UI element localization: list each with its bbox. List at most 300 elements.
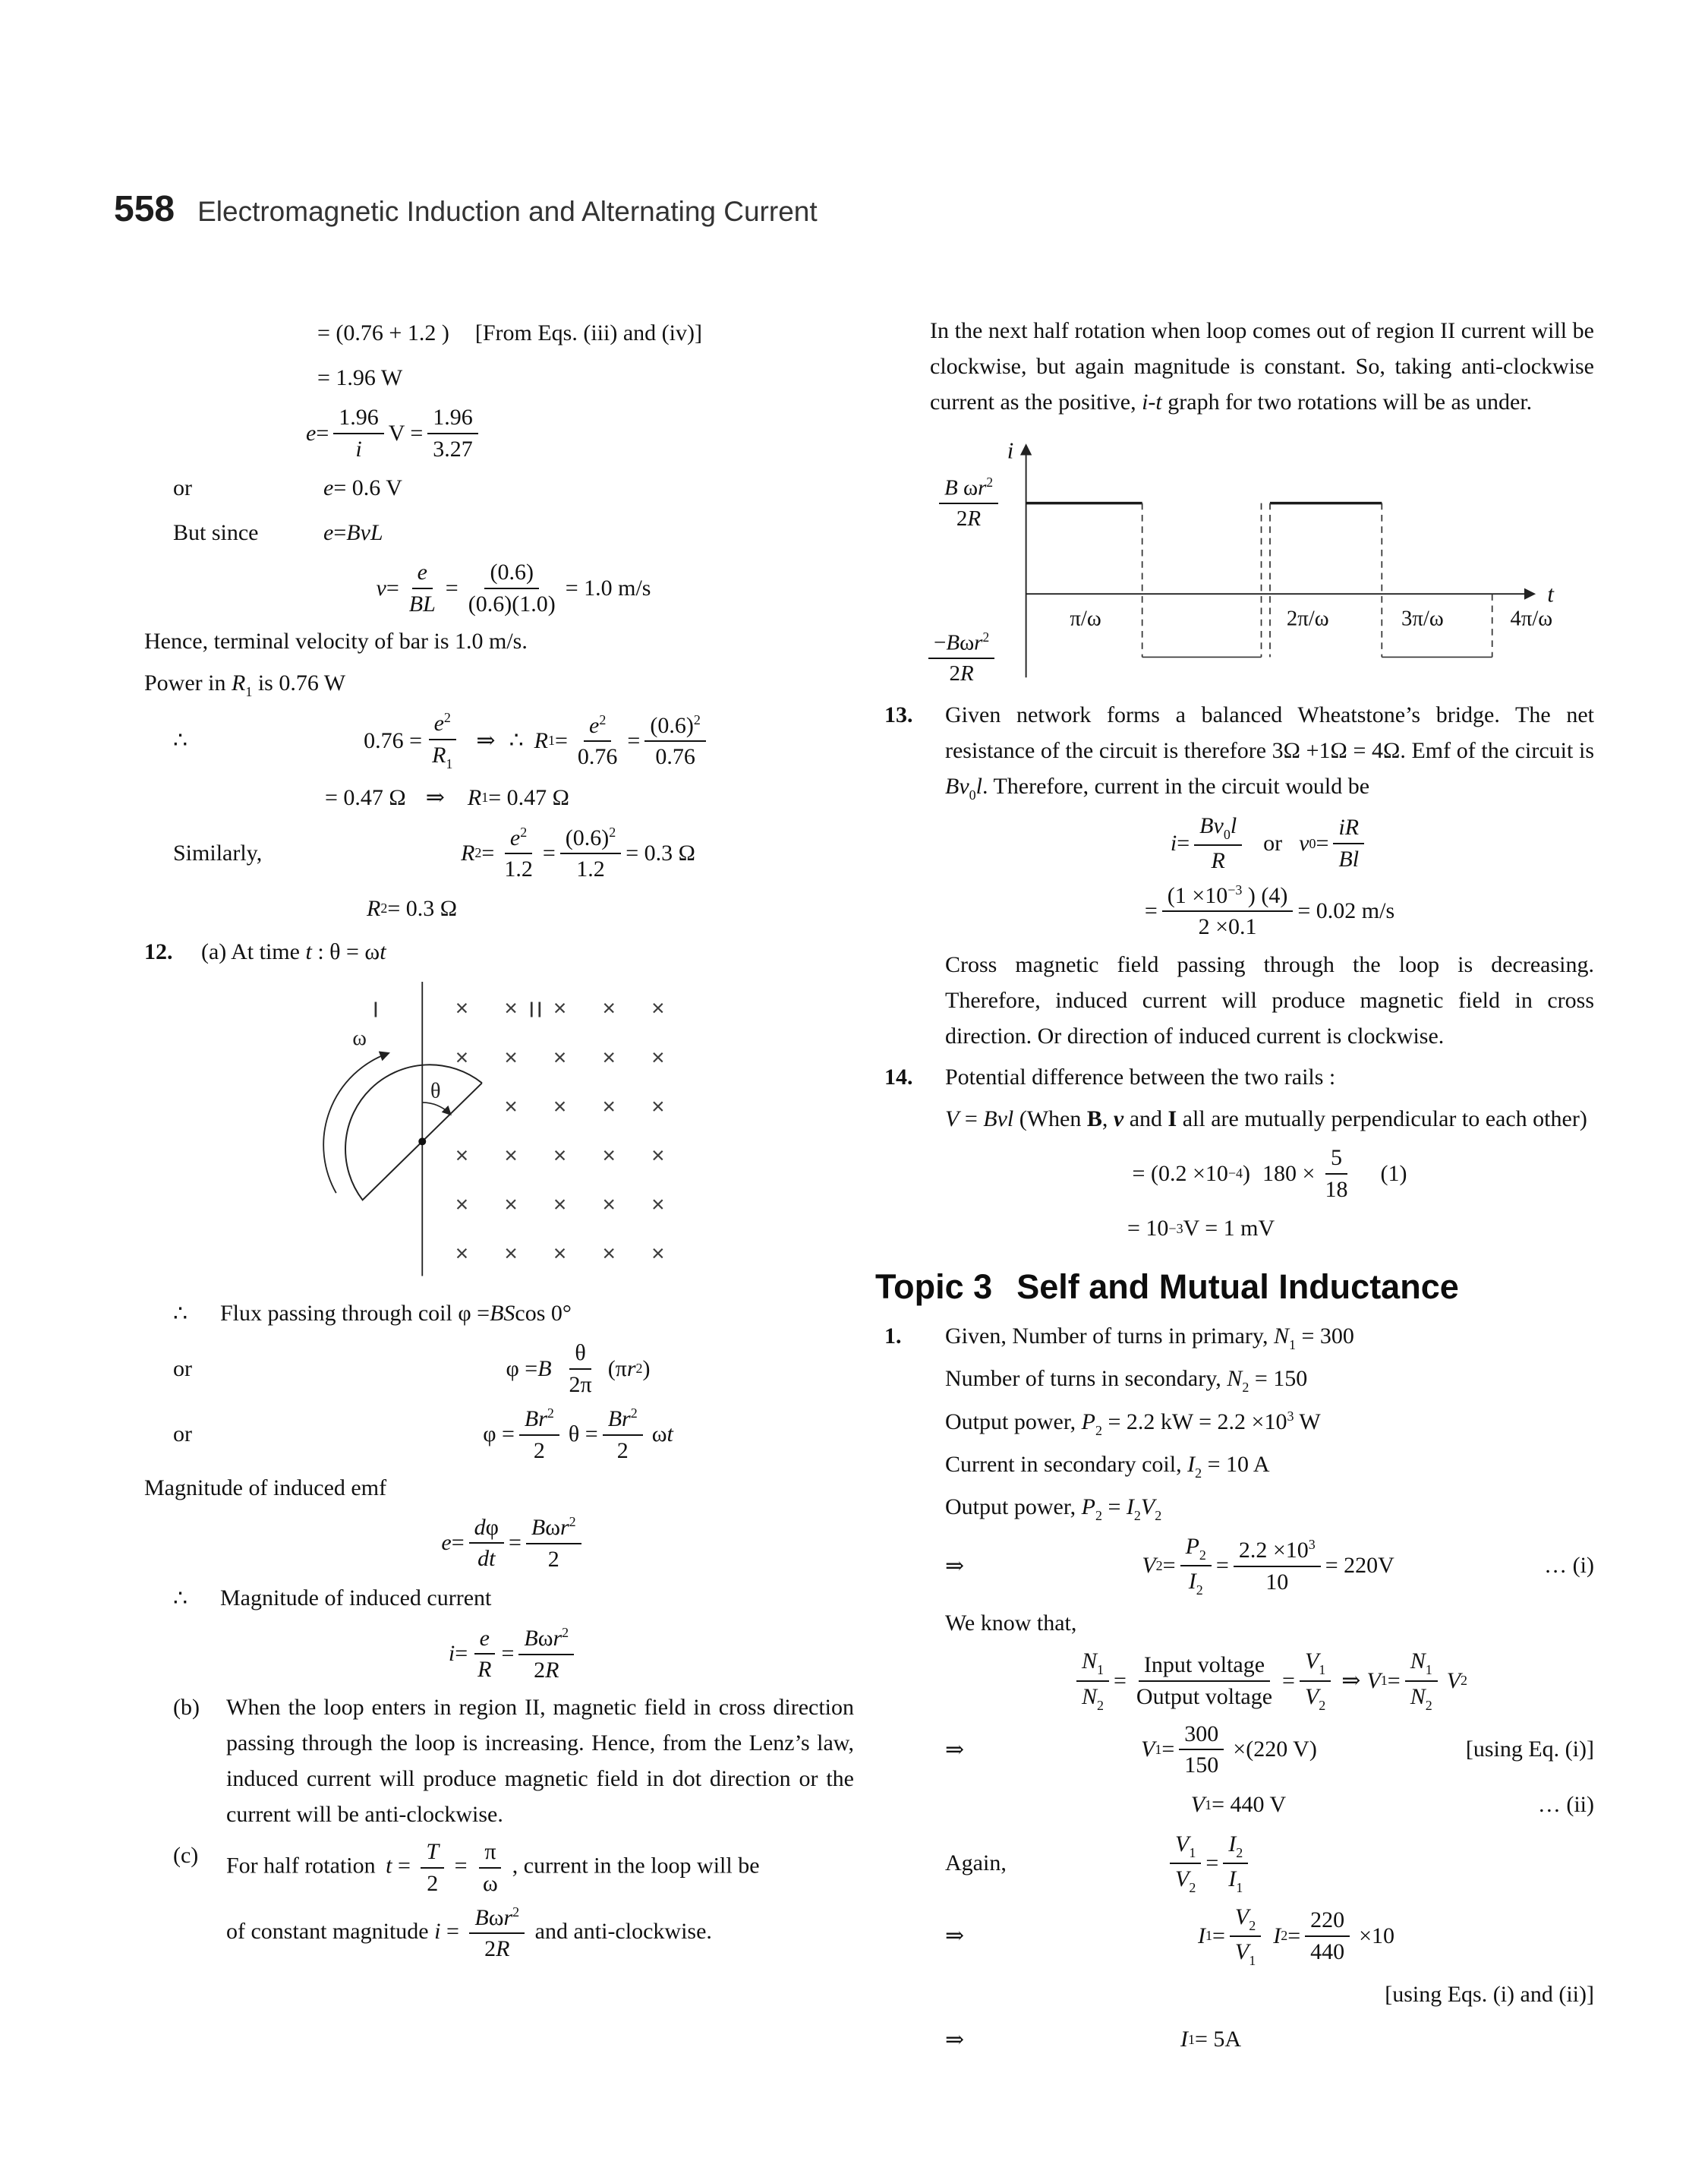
text-run: = — [1387, 1667, 1401, 1693]
equation — [998, 1533, 1538, 1599]
text-run: i — [434, 1918, 441, 1944]
text-run: 1 — [1380, 1673, 1388, 1689]
math-fraction — [603, 1405, 643, 1464]
field-cross-grid — [455, 995, 665, 1266]
equation-row — [144, 469, 854, 507]
text-run: 2 — [547, 1546, 559, 1572]
math-fraction — [404, 559, 441, 617]
text-run: R — [960, 661, 974, 686]
text-run: B — [524, 1626, 538, 1651]
tick-4pi-omega: 4π/ω — [1510, 606, 1553, 631]
math-fraction — [477, 1838, 503, 1897]
text-run: 2 — [1281, 1928, 1288, 1944]
text-run: I — [1188, 1569, 1196, 1595]
text-run: 2π — [569, 1371, 592, 1397]
text-run: (π — [607, 1355, 627, 1381]
text-run: 2 — [1461, 1673, 1468, 1689]
fraction-numerator — [1234, 1536, 1321, 1566]
fraction-numerator — [1194, 812, 1242, 846]
math-fraction — [1319, 1144, 1353, 1203]
text-run: and — [1123, 1106, 1168, 1132]
field-cross-icon: × — [553, 1093, 567, 1119]
math-fraction — [1194, 812, 1242, 875]
fraction-numerator — [474, 1625, 495, 1655]
text-run: −4 — [1227, 1166, 1243, 1181]
text-run: 3 — [1308, 1537, 1316, 1553]
equation — [302, 520, 854, 546]
positive-level-denominator — [951, 504, 986, 532]
field-cross-icon: × — [651, 995, 665, 1021]
fraction-denominator — [528, 1655, 564, 1684]
text-run: e — [417, 560, 427, 585]
text-run: V — [1141, 1737, 1155, 1762]
math-fraction — [333, 404, 384, 462]
item-label: (c) — [173, 1843, 199, 1869]
text-run: 2 — [1095, 1507, 1102, 1523]
fraction-denominator — [479, 1934, 515, 1963]
equation-note: … (ii) — [1537, 1792, 1594, 1817]
item-label: (b) — [173, 1695, 200, 1721]
text-run: = 5A — [1195, 2027, 1242, 2052]
text-run: 2 — [1189, 1880, 1196, 1896]
text-run: = — [392, 1853, 417, 1879]
text-run: V — [1175, 1831, 1190, 1856]
equation — [302, 1405, 854, 1464]
text-run: 2 — [1249, 1917, 1256, 1933]
field-cross-icon: × — [602, 1093, 616, 1119]
equation-lead: ⇒ — [945, 1553, 965, 1579]
text-run: , current in the loop will be — [512, 1853, 760, 1879]
equation-note: [using Eqs. (i) and (ii)] — [1385, 1982, 1594, 2007]
equation — [302, 475, 854, 501]
right-column-lower-blocks — [875, 698, 1594, 2058]
text-run: e — [509, 825, 521, 850]
text-run: I — [1228, 1831, 1237, 1856]
fraction-denominator — [1260, 1567, 1294, 1596]
fraction-denominator — [543, 1544, 565, 1573]
text-run: = — [445, 575, 459, 601]
text-run: l — [1230, 813, 1237, 839]
text-run: l — [975, 773, 982, 799]
equation-row — [144, 1579, 854, 1617]
text-run: ⇒ — [1341, 1668, 1361, 1694]
text-run: ω — [545, 1515, 560, 1541]
text-run: ω — [651, 1421, 667, 1447]
field-cross-icon: × — [455, 1143, 469, 1169]
fraction-denominator — [564, 1370, 597, 1399]
text-run: = — [333, 520, 347, 546]
fraction-numerator — [569, 1339, 591, 1370]
field-cross-icon: × — [455, 995, 469, 1021]
field-cross-icon: × — [651, 1045, 665, 1071]
text-run: V — [1234, 1904, 1249, 1929]
text-run: BS — [490, 1301, 515, 1327]
equation-row — [144, 1624, 854, 1683]
equation — [220, 1585, 854, 1611]
text-run: i — [1170, 831, 1177, 856]
fraction-denominator — [472, 1655, 496, 1683]
text-run: e — [323, 475, 334, 501]
text-run: = — [440, 1918, 465, 1944]
text-run: t — [380, 939, 386, 964]
y-axis-label: i — [1007, 437, 1014, 464]
text-run: 2 — [1196, 1582, 1203, 1598]
equation-lead: ⇒ — [945, 1923, 965, 1949]
text-run: (1) — [1380, 1160, 1407, 1186]
positive-level-label — [939, 475, 998, 532]
text-run: = — [1205, 1850, 1219, 1876]
region-i-label: I — [372, 998, 379, 1023]
fraction-numerator — [519, 1405, 559, 1435]
equation — [173, 404, 854, 462]
text-run: 2 — [1242, 1380, 1249, 1396]
text-run: iR — [1338, 815, 1360, 841]
text-run: = 1.96 W — [317, 365, 403, 390]
two-column-layout — [144, 308, 1594, 2065]
text-run: V — [1142, 1553, 1156, 1579]
text-run: Number of turns in secondary, — [945, 1366, 1227, 1392]
text-run: = 10 — [1127, 1216, 1169, 1241]
fraction-numerator — [1230, 1904, 1261, 1937]
field-cross-icon: × — [602, 1241, 616, 1267]
math-fraction — [1405, 1648, 1438, 1714]
x-axis-label: t — [1547, 582, 1554, 608]
page-number: 558 — [114, 189, 175, 229]
tick-pi-omega: π/ω — [1070, 606, 1101, 631]
fraction-denominator — [1193, 912, 1262, 941]
text-run: B — [1086, 1106, 1102, 1132]
math-fraction — [1223, 1831, 1248, 1897]
fraction-numerator — [644, 711, 705, 742]
field-cross-icon: × — [553, 1241, 567, 1267]
equation-row — [884, 1533, 1594, 1599]
equation — [220, 709, 854, 772]
math-fraction — [427, 404, 478, 462]
fraction-numerator — [1076, 1648, 1109, 1681]
text-run: In the next half rotation when loop comes out of region II current will be clockwise, but again magnitude is constant. So, taking anti-clockwise current as the positive, — [930, 318, 1594, 415]
text-run: 1.96 — [339, 405, 379, 430]
text-run: N — [1081, 1683, 1097, 1709]
text-run: 1 — [446, 756, 453, 771]
text-run: 1 — [1425, 1662, 1432, 1678]
text-run: of constant magnitude — [226, 1918, 435, 1944]
equation-row — [884, 1786, 1594, 1824]
text-run: 180 × — [1262, 1160, 1316, 1186]
text-run: 1 — [1205, 1928, 1212, 1944]
fraction-denominator — [1300, 1682, 1331, 1714]
fraction-denominator — [572, 742, 623, 771]
equation-row — [884, 1648, 1594, 1714]
text-run: = — [451, 1530, 465, 1556]
equation-lead: But since — [173, 520, 259, 546]
text-run: BL — [408, 591, 436, 617]
fraction-numerator — [429, 709, 456, 740]
fraction-denominator — [612, 1436, 634, 1465]
equation — [220, 1301, 854, 1327]
math-fraction — [572, 711, 623, 771]
text-run: 1.2 — [504, 856, 533, 882]
text-run: 0.76 — [577, 744, 618, 770]
page-title: Electromagnetic Induction and Alternating Current — [197, 196, 818, 227]
field-cross-icon: × — [553, 995, 567, 1021]
text-run: 0 — [1309, 835, 1316, 851]
equation-lead: or — [173, 475, 192, 501]
text-run: 2 — [609, 824, 616, 840]
text-run: ) — [1243, 1160, 1251, 1186]
equation — [173, 784, 854, 811]
text-run: r — [974, 630, 983, 655]
text-run: = 0.02 m/s — [1297, 897, 1395, 923]
field-cross-icon: × — [602, 1191, 616, 1217]
text-run: BvL — [346, 520, 383, 546]
text-run: R — [367, 895, 381, 921]
math-fraction — [560, 824, 621, 883]
text-run: 2 — [1425, 1697, 1432, 1713]
paragraph — [884, 1319, 1594, 1355]
text-run: 2 — [443, 710, 451, 726]
text-run: R — [967, 506, 982, 532]
fraction-denominator — [1223, 1864, 1248, 1896]
text-run: N — [1410, 1683, 1426, 1709]
text-run: −3 — [1227, 882, 1243, 897]
text-run: V = — [388, 420, 424, 446]
math-fraction — [1230, 1904, 1261, 1970]
text-run: Bv — [945, 773, 969, 799]
fraction-denominator — [499, 854, 538, 883]
text-run: 2 — [520, 824, 528, 840]
equation — [945, 812, 1594, 875]
text-run: (0.6) — [565, 825, 610, 850]
fraction-numerator — [469, 1904, 525, 1934]
text-run: I — [1228, 1866, 1237, 1892]
paragraph — [884, 1060, 1594, 1096]
field-cross-icon: × — [504, 1191, 518, 1217]
text-run: 2 — [533, 1437, 545, 1463]
equation — [998, 1721, 1460, 1779]
text-run: (0.6) — [650, 712, 694, 738]
text-run: 2 ×0.1 — [1198, 914, 1257, 940]
equation-row — [144, 359, 854, 397]
text-run: t — [666, 1421, 673, 1447]
text-run: = — [542, 840, 556, 866]
paragraph — [884, 1405, 1594, 1441]
field-cross-icon: × — [504, 1093, 518, 1119]
fraction-denominator — [1170, 1864, 1201, 1896]
text-run: 2 — [1236, 1845, 1243, 1861]
text-run: cos 0° — [515, 1301, 572, 1327]
fraction-numerator — [1180, 1533, 1212, 1566]
equation — [302, 1339, 854, 1398]
field-cross-icon: × — [504, 1241, 518, 1267]
fraction-denominator — [1230, 1937, 1261, 1969]
text-run: T — [426, 1839, 440, 1865]
equation-lead: Similarly, — [173, 840, 263, 866]
text-run: e — [323, 520, 334, 546]
fraction-numerator — [584, 711, 611, 742]
text-run: V — [1175, 1866, 1190, 1892]
text-run: = — [386, 575, 399, 601]
text-run: i-t — [1142, 389, 1162, 415]
text-run: = — [449, 1853, 474, 1879]
math-fraction — [519, 1405, 559, 1464]
fraction-numerator — [412, 559, 433, 589]
text-run: 1 — [1205, 1797, 1212, 1812]
text-run: B — [474, 1904, 489, 1930]
text-run: 2 — [599, 711, 607, 727]
field-cross-icon: × — [651, 1143, 665, 1169]
text-run: d — [474, 1514, 486, 1540]
text-run: 2 — [635, 1361, 643, 1377]
text-run: φ — [485, 1514, 499, 1540]
text-run: 1 — [481, 790, 489, 806]
math-fraction — [1170, 1831, 1201, 1897]
text-run: Br — [607, 1406, 631, 1432]
equation-row — [884, 2021, 1594, 2058]
text-run: r — [553, 1626, 563, 1651]
text-run: Output power, — [945, 1409, 1082, 1434]
text-run: 2 — [986, 475, 994, 491]
text-run: 1 — [1319, 1662, 1326, 1678]
equation-row — [144, 824, 854, 883]
text-run: = — [455, 1641, 468, 1667]
text-run: 2 — [1133, 1507, 1141, 1523]
text-run: θ = — [568, 1421, 598, 1447]
text-run: V — [1304, 1648, 1319, 1674]
equation-row — [144, 514, 854, 552]
text-run: W — [1294, 1409, 1321, 1434]
paragraph — [884, 1102, 1594, 1137]
fraction-numerator — [1162, 882, 1294, 912]
text-run: 2 — [1155, 1557, 1163, 1573]
text-run: (1 ×10 — [1167, 882, 1228, 908]
math-fraction — [1162, 882, 1294, 941]
math-fraction — [1234, 1536, 1321, 1595]
equation — [945, 1144, 1594, 1203]
text-run: dt — [477, 1546, 496, 1572]
math-fraction — [1179, 1721, 1224, 1779]
text-run: = 0.47 Ω — [488, 784, 569, 810]
text-run: P — [1081, 1494, 1095, 1519]
fraction-denominator — [1183, 1566, 1209, 1598]
text-run: 1 — [1288, 1337, 1296, 1353]
equation-lead: or — [173, 1421, 192, 1447]
text-run: I — [1273, 1923, 1281, 1948]
fraction-denominator — [463, 589, 561, 618]
text-run: Hence, terminal velocity of bar is 1.0 m/s. — [144, 629, 528, 655]
omega-arrow — [323, 1053, 388, 1193]
text-run: = 0.47 Ω — [325, 784, 406, 810]
math-fraction — [526, 1513, 581, 1573]
text-run: 2 — [484, 1935, 496, 1961]
text-run: Cross magnetic field passing through the loop is decreasing. Therefore, induced current will produce magnetic field in cross direction. Or direction of induced current is clockwise. — [945, 951, 1594, 1049]
text-run: Bvl — [983, 1106, 1014, 1132]
text-run: Flux passing through coil φ = — [220, 1301, 490, 1327]
equation-lead: ∴ — [173, 1585, 188, 1611]
field-cross-icon: × — [651, 1093, 665, 1119]
text-run: 18 — [1325, 1176, 1348, 1202]
text-run: ω — [537, 1626, 553, 1651]
item-label: 13. — [884, 702, 913, 728]
loop-diagram — [273, 978, 676, 1280]
negative-level-denominator — [944, 659, 978, 686]
region-ii-label: II — [528, 998, 545, 1023]
text-run: 2 — [534, 1657, 546, 1683]
text-run: Magnitude of induced emf — [144, 1475, 387, 1501]
text-run: e — [588, 712, 600, 738]
text-run: r — [503, 1904, 513, 1930]
text-run: 2 — [1095, 1422, 1102, 1438]
topic-title: Self and Mutual Inductance — [1016, 1267, 1459, 1307]
text-run: (When — [1013, 1106, 1087, 1132]
text-run: 2 — [562, 1625, 569, 1641]
text-run: 150 — [1184, 1752, 1219, 1778]
equation-note: [using Eq. (i)] — [1465, 1737, 1594, 1762]
fraction-denominator — [650, 742, 701, 771]
equation-row — [144, 559, 854, 617]
topic-label: Topic 3 — [875, 1267, 993, 1307]
text-run: t — [305, 939, 312, 964]
math-fraction — [469, 1904, 525, 1963]
text-run: = 150 — [1249, 1366, 1308, 1392]
text-run: 2 — [474, 845, 482, 861]
text-run: = — [481, 840, 495, 866]
field-cross-icon: × — [504, 1143, 518, 1169]
fraction-denominator — [350, 434, 367, 463]
equation-lead: or — [173, 1355, 192, 1381]
text-run: P — [1185, 1534, 1199, 1560]
text-run: all are mutually perpendicular to each other) — [1177, 1106, 1587, 1132]
text-run: 2.2 ×10 — [1238, 1538, 1309, 1563]
text-run: , — [1101, 1106, 1114, 1132]
field-cross-icon: × — [553, 1045, 567, 1071]
equation-lead: Again, — [945, 1850, 1007, 1876]
text-run: = 0.3 Ω — [387, 895, 458, 921]
equation — [173, 1624, 854, 1683]
text-run: ω — [960, 630, 975, 655]
equation — [945, 1792, 1532, 1818]
fraction-denominator — [1333, 844, 1364, 873]
text-run: (0.6) — [490, 560, 534, 585]
text-run: and anti-clockwise. — [529, 1918, 712, 1944]
text-run: = 0.6 V — [333, 475, 402, 501]
left-column-upper-blocks — [144, 314, 854, 970]
text-run: R — [477, 1657, 492, 1683]
text-run: 2 — [949, 661, 960, 686]
fraction-numerator — [1223, 1831, 1248, 1864]
paragraph — [144, 1838, 854, 1897]
text-run: e — [433, 711, 444, 737]
text-run: Given network forms a balanced Wheatstone’s bridge. The net resistance of the circuit is therefore 3Ω +1Ω = 4Ω. Emf of the circuit is — [945, 702, 1594, 764]
text-run: = — [1215, 1553, 1229, 1579]
text-run: 2 — [956, 506, 968, 532]
fraction-denominator — [1305, 1937, 1350, 1966]
fraction-numerator — [1300, 1648, 1331, 1681]
equation — [173, 365, 854, 391]
fraction-numerator — [1325, 1144, 1347, 1175]
equation-row — [144, 314, 854, 352]
field-cross-icon: × — [602, 1045, 616, 1071]
equation-row — [884, 1210, 1594, 1248]
text-run: 220 — [1310, 1907, 1345, 1933]
text-run: Magnitude of induced current — [220, 1585, 492, 1611]
text-run: 2 — [982, 629, 990, 645]
text-run: N — [1227, 1366, 1243, 1392]
fraction-numerator — [421, 1838, 444, 1869]
equation — [945, 1216, 1594, 1241]
equation-row — [144, 1339, 854, 1398]
text-run: B — [537, 1355, 552, 1381]
math-fraction — [472, 1625, 496, 1683]
